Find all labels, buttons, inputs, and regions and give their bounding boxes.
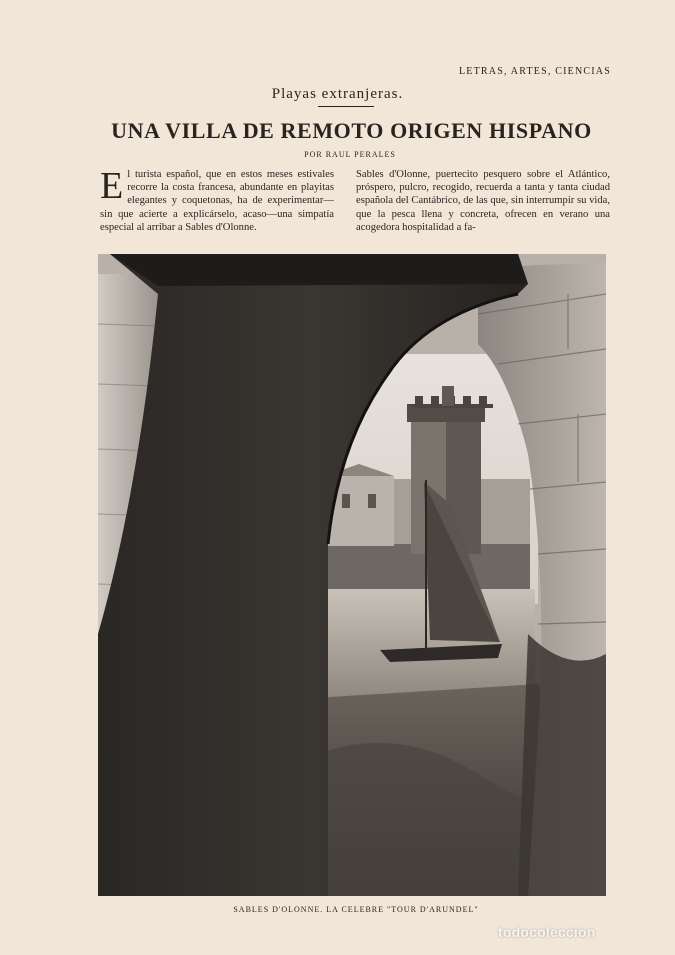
drop-cap: E (100, 165, 124, 207)
title-rule (318, 106, 374, 107)
text-column-left (100, 165, 334, 234)
headline: UNA VILLA DE REMOTO ORIGEN HISPANO (111, 118, 592, 143)
right-column-text: Sables d'Olonne, puertecito pesquero sobre el Atlántico, próspero, pulcro, recogido, recuerda a tanta y tanta ciudad española del Cantábrico, de las que, sin interrumpir su vida, que la pesca llena y concreta, ofrecen en verano una acogedora hospitalidad a fa- (356, 169, 610, 233)
watermark-logo: todocoleccion (498, 924, 596, 940)
left-column-text: l turista español, que en estos meses estivales recorre la costa francesa, abundante en playitas elegantes y coquetonas, ha de experimentar—sin que acierte a explicárselo, acaso—una simpatía especial al arribar a Sables d'Olonne. (100, 169, 334, 233)
photo-caption: SABLES D'OLONNE. LA CELEBRE "TOUR D'ARUNDEL" (233, 905, 479, 914)
section-title: Playas extranjeras. (271, 86, 404, 102)
photo-arch-tower (98, 254, 606, 896)
photo-illustration (98, 254, 606, 896)
text-column-right (356, 168, 610, 234)
running-head: LETRAS, ARTES, CIENCIAS (458, 66, 611, 77)
byline: POR RAUL PERALES (304, 150, 396, 159)
